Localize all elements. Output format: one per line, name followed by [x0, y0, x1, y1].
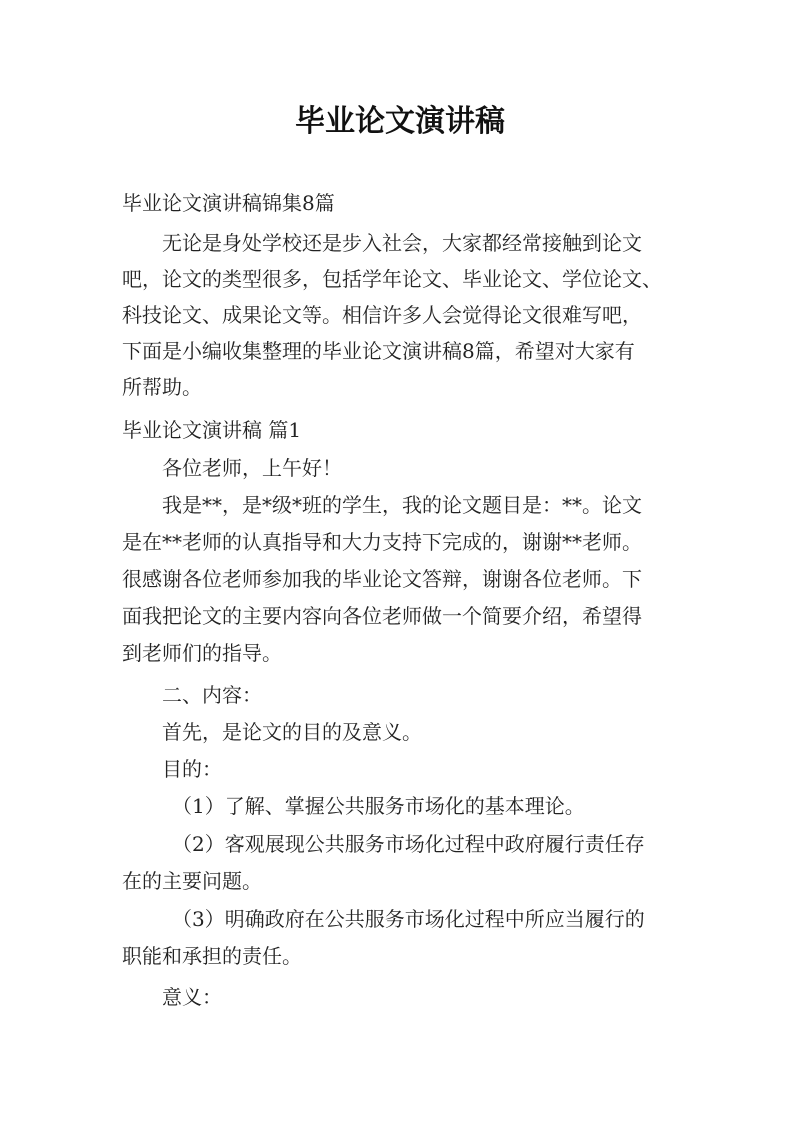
greeting-line: 各位老师，上午好！ [162, 456, 342, 480]
paragraph-line: 科技论文、成果论文等。相信许多人会觉得论文很难写吧， [122, 303, 642, 327]
content-heading: 二、内容： [162, 683, 262, 707]
paragraph-line: 下面是小编收集整理的毕业论文演讲稿8篇，希望对大家有 [122, 339, 635, 363]
list-item: （1）了解、掌握公共服务市场化的基本理论。 [172, 794, 585, 818]
list-item: （2）客观展现公共服务市场化过程中政府履行责任存 [172, 832, 645, 856]
paragraph-line: 我是**，是*级*班的学生，我的论文题目是：**。论文 [162, 493, 642, 517]
paragraph-line: 无论是身处学校还是步入社会，大家都经常接触到论文 [162, 231, 642, 255]
list-item: （3）明确政府在公共服务市场化过程中所应当履行的 [172, 907, 645, 931]
paragraph-line: 吧，论文的类型很多，包括学年论文、毕业论文、学位论文、 [122, 267, 662, 291]
paragraph-line: 所帮助。 [122, 375, 202, 399]
section-heading: 毕业论文演讲稿 篇1 [122, 418, 302, 442]
list-item-continuation: 在的主要问题。 [122, 869, 262, 893]
paragraph-line: 首先，是论文的目的及意义。 [162, 720, 422, 744]
paragraph-line: 很感谢各位老师参加我的毕业论文答辩，谢谢各位老师。下 [122, 567, 642, 591]
collection-subtitle: 毕业论文演讲稿锦集8篇 [122, 191, 335, 215]
paragraph-line: 到老师们的指导。 [122, 641, 282, 665]
paragraph-line: 是在**老师的认真指导和大力支持下完成的，谢谢**老师。 [122, 530, 642, 554]
list-item-continuation: 职能和承担的责任。 [122, 944, 302, 968]
significance-heading: 意义： [162, 985, 222, 1009]
paragraph-line: 面我把论文的主要内容向各位老师做一个简要介绍，希望得 [122, 604, 642, 628]
document-title: 毕业论文演讲稿 [295, 104, 505, 139]
purpose-heading: 目的： [162, 757, 222, 781]
